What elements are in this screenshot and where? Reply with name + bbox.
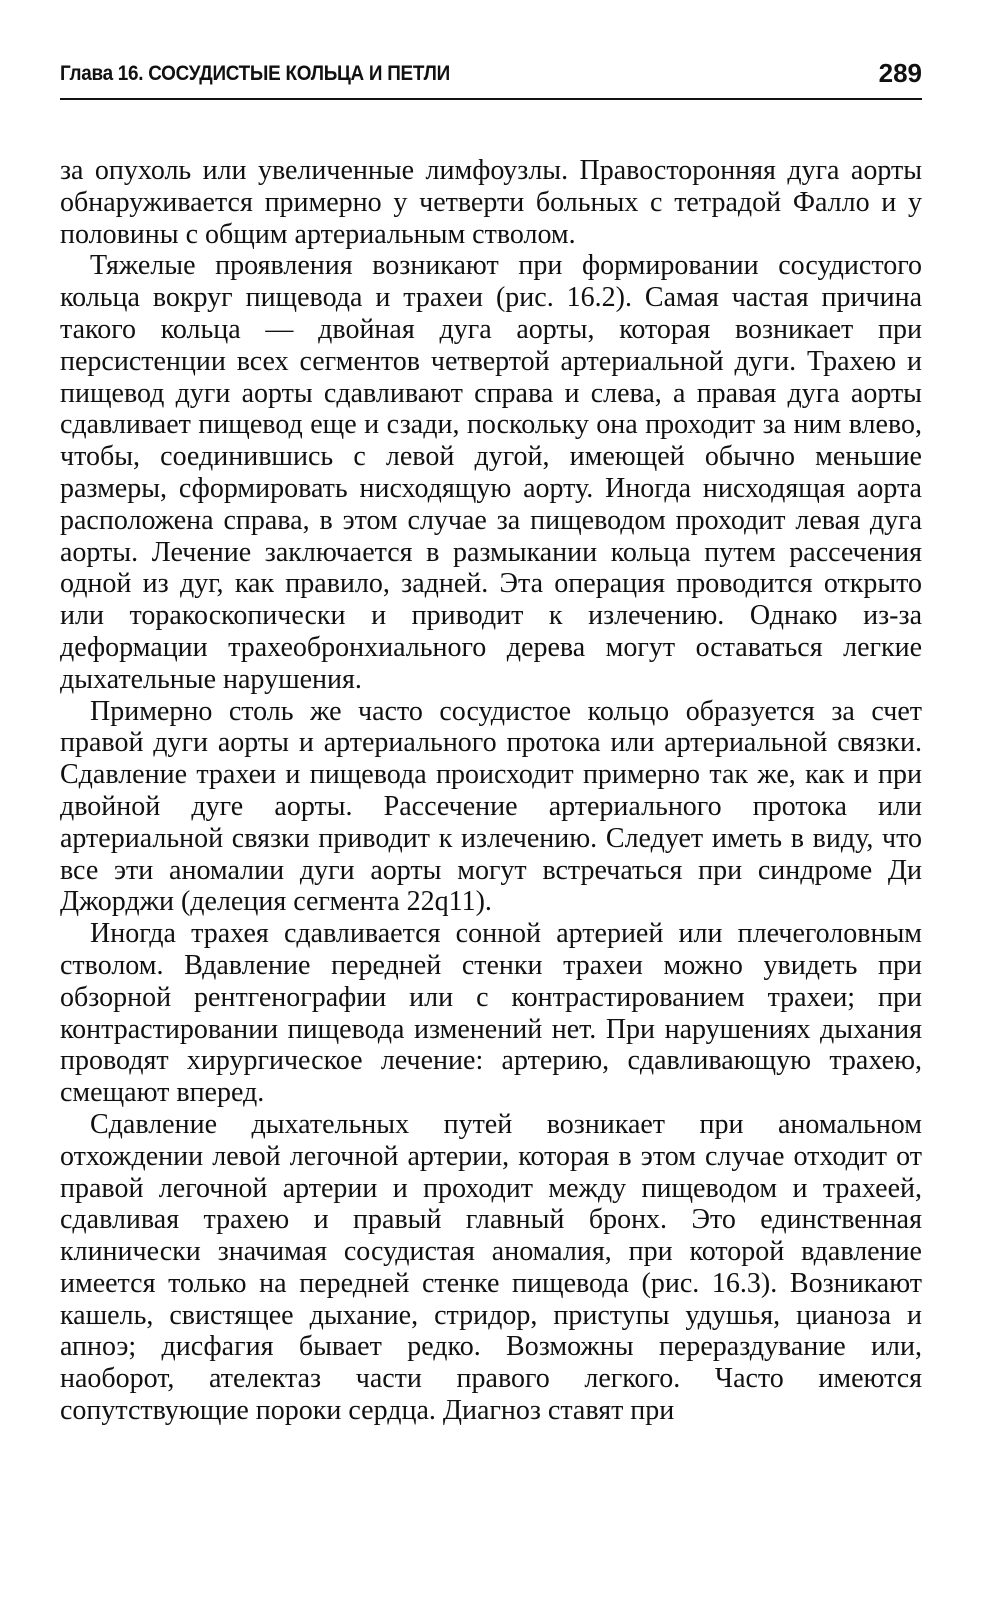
paragraph: Иногда трахея сдавливается сонной артерией или плечеголовным стволом. Вдавление передней стенки трахеи можно увидеть при обзорной рентгенографии или с контрастированием трахеи; при контрастировании пищевода изменений нет. При нарушениях дыхания проводят хирургическое лечение: артерию, сдавливающую трахею, смещают вперед. [60,918,922,1109]
page-header [60,52,922,96]
running-head: Глава 16. СОСУДИСТЫЕ КОЛЬЦА И ПЕТЛИ [60,62,450,85]
paragraph: Сдавление дыхательных путей возникает при аномальном отхождении левой легочной артерии, которая в этом случае отходит от правой легочной артерии и проходит между пищеводом и трахеей, сдавливая трахею и правый главный бронх. Это единственная клинически значимая сосудистая аномалия, при которой вдавление имеется только на передней стенке пищевода (рис. 16.3). Возникают кашель, свистящее дыхание, стридор, приступы удушья, цианоза и апноэ; дисфагия бывает редко. Возможны перераздувание или, наоборот, ателектаз части правого легкого. Часто имеются сопутствующие пороки сердца. Диагноз ставят при [60,1108,922,1427]
body-text [60,155,922,1427]
paragraph: Примерно столь же часто сосудистое кольцо образуется за счет правой дуги аорты и артериального протока или артериальной связки. Сдавление трахеи и пищевода происходит примерно так же, как и при двойной дуге аорты. Рассечение артериального протока или артериальной связки приводит к излечению. Следует иметь в виду, что все эти аномалии дуги аорты могут встречаться при синдроме Ди Джорджи (делеция сегмента 22q11). [60,695,922,918]
paragraph-continued: за опухоль или увеличенные лимфоузлы. Правосторонняя дуга аорты обнаруживается примерно у четверти больных с тетрадой Фалло и у половины с общим артериальным стволом. [60,155,922,250]
paragraph: Тяжелые проявления возникают при формировании сосудистого кольца вокруг пищевода и трахеи (рис. 16.2). Самая частая причина такого кольца — двойная дуга аорты, которая возникает при персистенции всех сегментов четвертой артериальной дуги. Трахею и пищевод дуги аорты сдавливают справа и слева, а правая дуга аорты сдавливает пищевод еще и сзади, поскольку она проходит за ним влево, чтобы, соединившись с левой дугой, имеющей обычно меньшие размеры, сформировать нисходящую аорту. Иногда нисходящая аорта расположена справа, в этом случае за пищеводом проходит левая дуга аорты. Лечение заключается в размыкании кольца путем рассечения одной из дуг, как правило, задней. Эта операция проводится открыто или торакоскопически и приводит к излечению. Однако из-за деформации трахеобронхиального дерева могут оставаться легкие дыхательные нарушения. [60,250,922,695]
page-number: 289 [878,58,922,88]
header-rule [60,98,922,100]
